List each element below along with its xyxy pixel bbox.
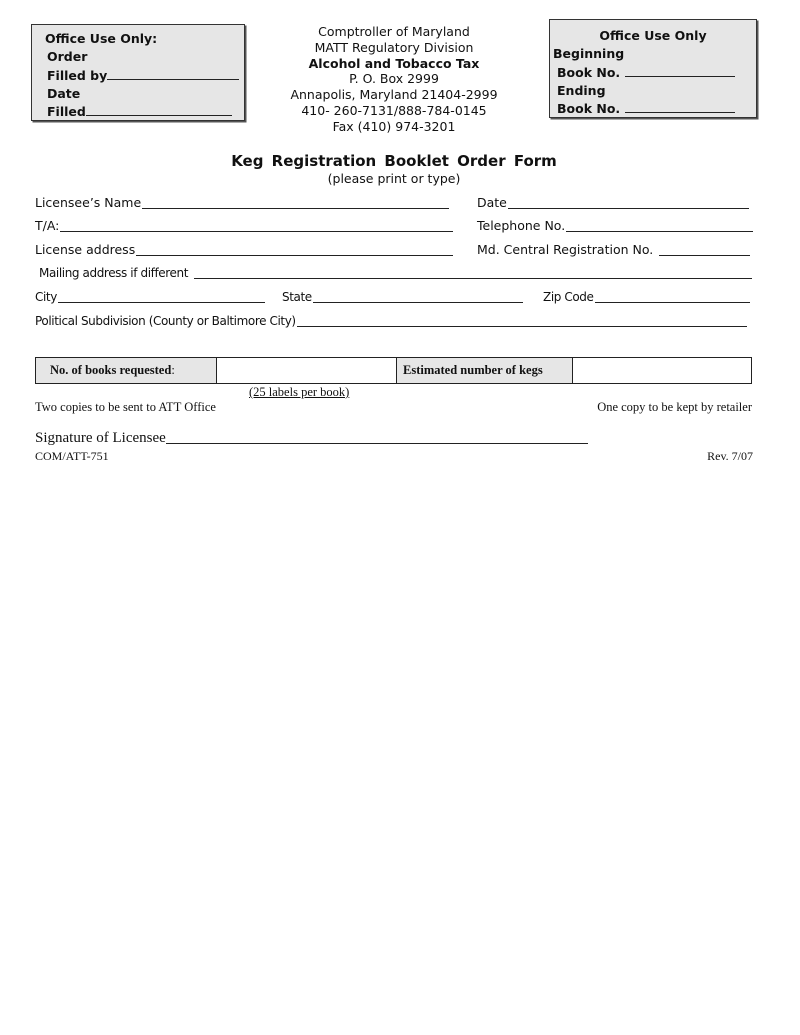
- licensee-name-label: Licensee’s Name: [35, 195, 142, 210]
- books-requested-input[interactable]: [216, 358, 396, 383]
- agency-name: Comptroller of Maryland: [318, 24, 470, 39]
- form-number: COM/ATT-751: [35, 449, 109, 463]
- telephone-label: Telephone No.: [477, 218, 566, 233]
- telephone-field[interactable]: [477, 217, 753, 233]
- filled-by-line: [107, 67, 239, 80]
- estimated-kegs-label: Estimated number of kegs: [403, 363, 543, 377]
- ending-label: Ending: [557, 82, 606, 98]
- registration-no-label: Md. Central Registration No.: [477, 242, 654, 257]
- registration-no-input[interactable]: [659, 254, 750, 256]
- office-use-title: Office Use Only:: [45, 31, 158, 46]
- department-name: Alcohol and Tobacco Tax: [308, 55, 480, 71]
- date-label: Date: [477, 195, 507, 210]
- office-use-box-left: [31, 24, 245, 121]
- office-use-box-right: [549, 19, 757, 118]
- filled-line: [86, 103, 232, 116]
- state-input[interactable]: [313, 301, 523, 303]
- signature-label: Signature of Licensee: [35, 430, 166, 446]
- city-field[interactable]: [35, 288, 265, 304]
- city-label: City: [35, 290, 57, 304]
- labels-per-book-note: (25 labels per book): [249, 385, 350, 399]
- ending-book-label: Book No.: [557, 101, 621, 117]
- books-requested-label-cell: [36, 358, 216, 383]
- date-label: Date: [47, 85, 81, 101]
- form-subtitle: (please print or type): [327, 171, 461, 186]
- filled-by-label: Filled by: [47, 67, 108, 83]
- zip-field[interactable]: [543, 288, 750, 304]
- city-input[interactable]: [58, 301, 265, 303]
- order-quantity-table: [35, 357, 752, 384]
- beginning-book-row: [553, 64, 756, 82]
- ta-field[interactable]: [35, 217, 453, 233]
- date-field[interactable]: [477, 194, 749, 210]
- political-subdivision-label: Political Subdivision (County or Baltimore City): [35, 314, 296, 328]
- signature-input[interactable]: [166, 443, 588, 444]
- ending-book-line: [625, 100, 735, 113]
- signature-field[interactable]: [35, 430, 588, 447]
- books-requested-colon: :: [171, 363, 175, 377]
- estimated-kegs-input[interactable]: [572, 358, 751, 383]
- zip-input[interactable]: [595, 301, 750, 303]
- license-address-field[interactable]: [35, 241, 453, 257]
- office-use-title: Office Use Only: [599, 28, 707, 43]
- beginning-book-label: Book No.: [557, 64, 621, 80]
- state-label: State: [282, 290, 312, 304]
- zip-label: Zip Code: [543, 290, 594, 304]
- beginning-book-line: [625, 64, 735, 77]
- agency-header: [284, 24, 504, 135]
- mailing-address-label: Mailing address if different: [39, 266, 189, 280]
- revision-date: Rev. 7/07: [707, 449, 753, 463]
- books-requested-label: No. of books requested: [50, 363, 172, 377]
- political-subdivision-input[interactable]: [297, 325, 747, 327]
- state-field[interactable]: [282, 288, 523, 304]
- filled-by-row: [45, 67, 244, 85]
- beginning-label: Beginning: [553, 46, 625, 62]
- po-box: P. O. Box 2999: [349, 71, 439, 87]
- filled-row: [45, 103, 244, 121]
- date-input[interactable]: [508, 207, 749, 209]
- registration-no-field[interactable]: [477, 241, 750, 257]
- phone-numbers: 410- 260-7131/888-784-0145: [301, 102, 487, 118]
- city-state-zip: Annapolis, Maryland 21404-2999: [290, 87, 498, 103]
- form-title: Keg Registration Booklet Order Form: [231, 152, 557, 170]
- telephone-input[interactable]: [566, 230, 753, 232]
- license-address-label: License address: [35, 242, 136, 257]
- political-subdivision-field[interactable]: [35, 312, 747, 328]
- licensee-name-input[interactable]: [142, 207, 449, 209]
- mailing-address-input[interactable]: [194, 277, 752, 279]
- filled-label: Filled: [47, 104, 86, 120]
- fax-number: Fax (410) 974-3201: [332, 118, 456, 134]
- estimated-kegs-label-cell: [396, 358, 572, 383]
- ta-input[interactable]: [60, 230, 453, 232]
- copies-att-note: Two copies to be sent to ATT Office: [35, 400, 216, 414]
- division-name: MATT Regulatory Division: [314, 39, 474, 55]
- ending-book-row: [553, 100, 756, 118]
- licensee-name-field[interactable]: [35, 194, 449, 210]
- ta-label: T/A:: [35, 218, 60, 233]
- order-label: Order: [47, 49, 88, 65]
- copies-retailer-note: One copy to be kept by retailer: [597, 400, 752, 414]
- mailing-address-field[interactable]: [39, 264, 752, 280]
- license-address-input[interactable]: [136, 254, 453, 256]
